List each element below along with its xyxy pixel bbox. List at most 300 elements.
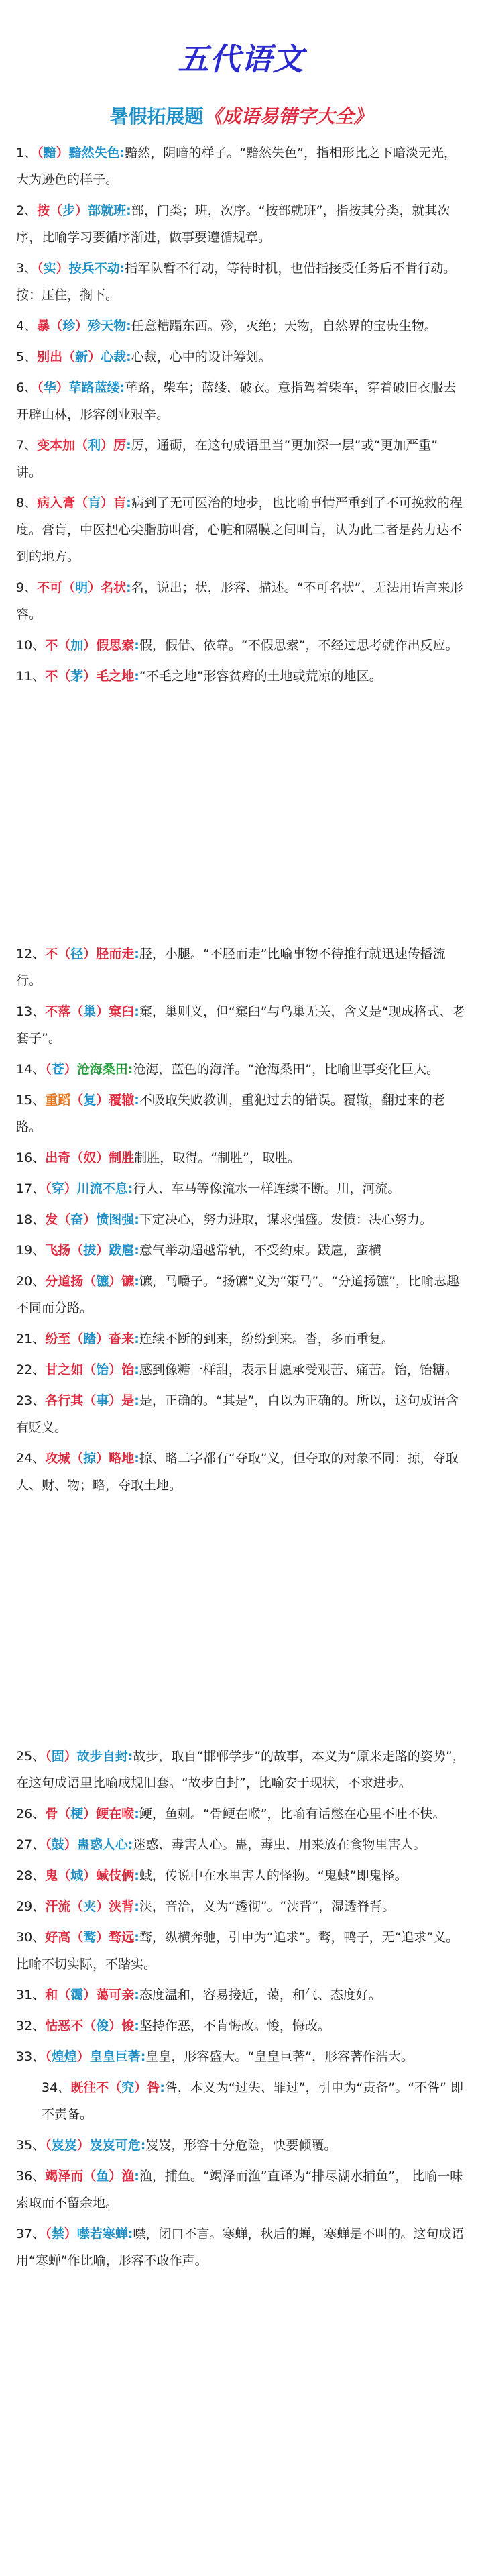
term-fragment: 禁 bbox=[51, 2226, 64, 2241]
term-fragment: ） bbox=[64, 2226, 77, 2241]
term-fragment: （ bbox=[45, 1062, 52, 1077]
idiom-entry bbox=[0, 1175, 482, 1202]
entry-number: 13、 bbox=[16, 1004, 46, 1019]
idiom-entry bbox=[0, 343, 482, 370]
entry-number: 29、 bbox=[16, 1899, 46, 1914]
term-fragment: : bbox=[134, 1930, 139, 1945]
term-fragment: ） bbox=[83, 1988, 97, 2002]
term-fragment: （ bbox=[58, 1868, 71, 1883]
term-fragment: ） bbox=[64, 1181, 77, 1196]
entry-definition: 行人、车马等像流水一样连续不断。川，河流。 bbox=[133, 1181, 401, 1196]
idiom-entry bbox=[0, 374, 482, 428]
entry-term bbox=[37, 261, 125, 276]
entry-number: 34、 bbox=[42, 2080, 71, 2095]
term-fragment: （ bbox=[75, 438, 88, 453]
term-fragment: : bbox=[127, 1181, 133, 1196]
entry-definition: 岌岌，形容十分危险，快要倾覆。 bbox=[145, 2138, 337, 2153]
entry-definition: 骛，纵横奔驰，引申为“追求”。鹜，鸭子，无“追求”义。比喻不切实际，不踏实。 bbox=[16, 1930, 459, 1972]
term-fragment: 心裁 bbox=[101, 350, 127, 364]
entry-term bbox=[45, 1181, 133, 1196]
entry-number: 4、 bbox=[16, 319, 38, 333]
term-fragment: 茅 bbox=[70, 669, 84, 684]
term-fragment: : bbox=[134, 669, 139, 684]
idiom-entry bbox=[0, 2043, 482, 2070]
term-fragment: 殄天物 bbox=[88, 319, 127, 333]
term-fragment: 鱼 bbox=[96, 2169, 109, 2184]
entry-term bbox=[45, 947, 139, 961]
subtitle-title: 《成语易错字大全》 bbox=[203, 105, 373, 127]
entry-number: 2、 bbox=[16, 203, 38, 218]
term-fragment: : bbox=[126, 319, 131, 333]
idiom-entry bbox=[0, 1445, 482, 1499]
entry-definition: 下定决心，努力进取，谋求强盛。发愤：决心努力。 bbox=[139, 1212, 432, 1227]
term-fragment: （ bbox=[83, 1274, 97, 1289]
term-fragment: : bbox=[140, 2049, 146, 2064]
term-fragment: 不 bbox=[45, 669, 58, 684]
entry-term bbox=[45, 1749, 133, 1764]
entry-term bbox=[45, 1332, 139, 1346]
entry-definition: 假，假借、依靠。“不假思索”，不经过思考就作出反应。 bbox=[139, 638, 459, 653]
term-fragment: 渔 bbox=[121, 2169, 135, 2184]
term-fragment: : bbox=[134, 1451, 139, 1466]
term-fragment: 是 bbox=[121, 1393, 135, 1408]
entry-term bbox=[45, 1362, 139, 1377]
entry-definition: 名，说出；状，形容、描述。“不可名状”，无法用语言来形容。 bbox=[16, 580, 463, 622]
term-fragment: （ bbox=[70, 1451, 84, 1466]
term-fragment: ） bbox=[76, 2138, 90, 2153]
entry-number: 6、 bbox=[16, 380, 38, 395]
entry-number: 15、 bbox=[16, 1093, 46, 1108]
term-fragment: ） bbox=[64, 1837, 77, 1852]
term-fragment: （ bbox=[62, 580, 76, 595]
term-fragment: : bbox=[134, 1899, 139, 1914]
entry-term bbox=[37, 203, 131, 218]
term-fragment: ） bbox=[96, 1332, 109, 1346]
term-fragment: 复 bbox=[83, 1093, 97, 1108]
term-fragment: 肓 bbox=[113, 496, 127, 511]
term-fragment: ） bbox=[109, 1393, 122, 1408]
entry-definition: 故步，取自“邯郸学步”的故事，本义为“原来走路的姿势”，在这句成语里比喻成规旧套。“故步自封”，比喻安于现状，不求进步。 bbox=[16, 1749, 465, 1790]
entry-definition: 是，正确的。“其是”，自以为正确的。所以，这句成语含有贬义。 bbox=[16, 1393, 459, 1435]
idiom-entry bbox=[0, 2163, 482, 2216]
term-fragment: : bbox=[134, 1274, 139, 1289]
term-fragment: 毛之地 bbox=[96, 669, 135, 684]
term-fragment: 纷至 bbox=[45, 1332, 71, 1346]
idiom-entry bbox=[0, 1893, 482, 1920]
entry-term bbox=[45, 1868, 139, 1883]
idiom-entry bbox=[0, 490, 482, 570]
entry-term bbox=[45, 1062, 133, 1077]
term-fragment: 明 bbox=[75, 580, 88, 595]
term-fragment: : bbox=[127, 1837, 133, 1852]
entry-number: 31、 bbox=[16, 1988, 46, 2002]
entry-term bbox=[37, 580, 131, 595]
entry-number: 18、 bbox=[16, 1212, 46, 1227]
entry-block-1 bbox=[0, 140, 482, 694]
idiom-entry bbox=[0, 1801, 482, 1827]
idiom-entry bbox=[0, 1831, 482, 1858]
entry-term bbox=[45, 1150, 134, 1165]
term-fragment: 穿 bbox=[51, 1181, 64, 1196]
term-fragment: 珍 bbox=[62, 319, 76, 333]
term-fragment: 鼓 bbox=[51, 1837, 64, 1852]
entry-definition: 迷惑、毒害人心。蛊，毒虫，用来放在食物里害人。 bbox=[133, 1837, 426, 1852]
term-fragment: 厉 bbox=[113, 438, 127, 453]
term-fragment: （ bbox=[50, 203, 63, 218]
term-fragment: : bbox=[134, 1093, 139, 1108]
term-fragment: 荜路蓝缕 bbox=[68, 380, 120, 395]
term-fragment: （ bbox=[70, 1243, 84, 1258]
term-fragment: 按 bbox=[37, 203, 50, 218]
entry-number: 23、 bbox=[16, 1393, 46, 1408]
entry-term bbox=[37, 319, 131, 333]
entry-definition: 皇皇，形容盛大。“皇皇巨著”，形容著作浩大。 bbox=[145, 2049, 414, 2064]
idiom-entry bbox=[0, 2220, 482, 2274]
entry-number: 8、 bbox=[16, 496, 38, 511]
entry-term bbox=[45, 1899, 139, 1914]
entry-term bbox=[45, 1988, 139, 2002]
term-fragment: 岌岌 bbox=[51, 2138, 77, 2153]
term-fragment: 鹜 bbox=[83, 1930, 97, 1945]
term-fragment: : bbox=[119, 146, 125, 160]
term-fragment: （ bbox=[45, 1181, 52, 1196]
term-fragment: 变本加 bbox=[37, 438, 76, 453]
entry-definition: 连续不断的到来，纷纷到来。沓，多而重复。 bbox=[139, 1332, 394, 1346]
term-fragment: （ bbox=[58, 638, 71, 653]
idiom-entry bbox=[0, 1743, 482, 1796]
entry-number: 22、 bbox=[16, 1362, 46, 1377]
term-fragment: 竭泽而 bbox=[45, 2169, 84, 2184]
term-fragment: ） bbox=[96, 1930, 109, 1945]
term-fragment: : bbox=[126, 580, 131, 595]
term-fragment: ） bbox=[96, 1451, 109, 1466]
entry-block-2 bbox=[0, 941, 482, 1503]
term-fragment: ） bbox=[96, 1093, 109, 1108]
entry-definition: 掠、略二字都有“夺取”义，但夺取的对象不同：掠，夺取人、财、物；略，夺取土地。 bbox=[16, 1451, 459, 1493]
term-fragment: 暴 bbox=[37, 319, 50, 333]
term-fragment: 苍 bbox=[51, 1062, 64, 1077]
term-fragment: ） bbox=[83, 669, 97, 684]
entry-term bbox=[45, 638, 139, 653]
entry-number: 14、 bbox=[16, 1062, 46, 1077]
entry-number: 16、 bbox=[16, 1150, 46, 1165]
term-fragment: 黯 bbox=[43, 146, 56, 160]
term-fragment: : bbox=[127, 1749, 133, 1764]
term-fragment: 浃背 bbox=[109, 1899, 135, 1914]
entry-number: 36、 bbox=[16, 2169, 46, 2184]
term-fragment: 骛远 bbox=[109, 1930, 135, 1945]
term-fragment: ） bbox=[109, 1362, 122, 1377]
term-fragment: 攻城 bbox=[45, 1451, 71, 1466]
entry-term bbox=[37, 496, 131, 511]
term-fragment: 巢 bbox=[83, 1004, 97, 1019]
term-fragment: 利 bbox=[88, 438, 101, 453]
idiom-entry bbox=[0, 432, 482, 486]
entry-number: 10、 bbox=[16, 638, 46, 653]
term-fragment: 不可 bbox=[37, 580, 63, 595]
term-fragment: 略地 bbox=[109, 1451, 135, 1466]
term-fragment: （ bbox=[62, 350, 76, 364]
entry-definition: 厉，通砺，在这句成语里当“更加深一层”或“更加严重” 讲。 bbox=[16, 438, 438, 480]
term-fragment: （ bbox=[58, 947, 71, 961]
term-fragment: 蜮伎俩 bbox=[96, 1868, 135, 1883]
entry-term bbox=[45, 2226, 133, 2241]
entry-term bbox=[37, 146, 125, 160]
term-fragment: ） bbox=[64, 1749, 77, 1764]
term-fragment: ） bbox=[83, 1807, 97, 1821]
entry-definition: 蜮，传说中在水里害人的怪物。“鬼蜮”即鬼怪。 bbox=[139, 1868, 408, 1883]
term-fragment: 部就班 bbox=[88, 203, 127, 218]
term-fragment: （ bbox=[83, 1393, 97, 1408]
entry-term bbox=[45, 1004, 139, 1019]
term-fragment: 镳 bbox=[121, 1274, 135, 1289]
entry-term bbox=[45, 2019, 139, 2033]
term-fragment: ） bbox=[96, 1899, 109, 1914]
idiom-entry bbox=[0, 255, 482, 309]
term-fragment: （ bbox=[37, 261, 44, 276]
entry-term bbox=[45, 2049, 145, 2064]
term-fragment: : bbox=[134, 1868, 139, 1883]
term-fragment: ） bbox=[88, 580, 101, 595]
term-fragment: 固 bbox=[51, 1749, 64, 1764]
term-fragment: 径 bbox=[70, 947, 84, 961]
term-fragment: 煌煌 bbox=[51, 2049, 77, 2064]
term-fragment: （ bbox=[45, 2226, 52, 2241]
entry-definition: 镳，马嚼子。“扬镳”义为“策马”。“分道扬镳”，比喻志趣不同而分路。 bbox=[16, 1274, 459, 1316]
entry-number: 25、 bbox=[16, 1749, 46, 1764]
term-fragment: : bbox=[119, 261, 125, 276]
term-fragment: （ bbox=[83, 1362, 97, 1377]
term-fragment: 拔 bbox=[83, 1243, 97, 1258]
entry-definition: 意气举动超越常轨，不受约束。跋扈，蛮横 bbox=[139, 1243, 381, 1258]
entry-term bbox=[45, 1274, 139, 1289]
term-fragment: 究 bbox=[121, 2080, 135, 2095]
term-fragment: : bbox=[126, 203, 131, 218]
term-fragment: 别出 bbox=[37, 350, 63, 364]
entry-number: 33、 bbox=[16, 2049, 46, 2064]
entry-definition: 胫，小腿。“不胫而走”比喻事物不待推行就迅速传播流行。 bbox=[16, 947, 446, 988]
term-fragment: 事 bbox=[96, 1393, 109, 1408]
term-fragment: : bbox=[134, 1004, 139, 1019]
term-fragment: 出奇（奴）制胜 bbox=[45, 1150, 135, 1165]
term-fragment: 分道扬 bbox=[45, 1274, 84, 1289]
idiom-entry bbox=[0, 1924, 482, 1978]
term-fragment: （ bbox=[45, 2138, 52, 2153]
entry-number: 26、 bbox=[16, 1807, 46, 1821]
term-fragment: 蔼可亲 bbox=[96, 1988, 135, 2002]
page-title bbox=[0, 102, 482, 129]
entry-definition: 窠，巢则义，但“窠臼”与鸟巢无关，含义是“现成格式、老套子”。 bbox=[16, 1004, 465, 1046]
term-fragment: 既往不 bbox=[70, 2080, 109, 2095]
term-fragment: （ bbox=[45, 2049, 52, 2064]
entry-definition: 任意糟蹋东西。殄，灭绝；天物，自然界的宝贵生物。 bbox=[131, 319, 437, 333]
term-fragment: 假思索 bbox=[96, 638, 135, 653]
entry-definition: 噤，闭口不言。寒蝉，秋后的蝉，寒蝉是不叫的。这句成语用“寒蝉”作比喻，形容不敢作声。 bbox=[16, 2226, 465, 2268]
term-fragment: ） bbox=[75, 319, 88, 333]
idiom-entry bbox=[0, 313, 482, 339]
term-fragment: : bbox=[119, 380, 125, 395]
entry-number: 17、 bbox=[16, 1181, 46, 1196]
term-fragment: 华 bbox=[43, 380, 56, 395]
term-fragment: 飞扬 bbox=[45, 1243, 71, 1258]
entry-number: 11、 bbox=[16, 669, 46, 684]
term-fragment: ） bbox=[83, 1212, 97, 1227]
term-fragment: ） bbox=[56, 380, 69, 395]
idiom-entry bbox=[0, 574, 482, 628]
idiom-entry bbox=[0, 2132, 482, 2159]
idiom-entry bbox=[0, 1206, 482, 1233]
term-fragment: : bbox=[134, 2019, 139, 2033]
term-fragment: 骨（ bbox=[45, 1807, 71, 1821]
term-fragment: : bbox=[134, 947, 139, 961]
term-fragment: : bbox=[134, 1332, 139, 1346]
entry-number: 35、 bbox=[16, 2138, 46, 2153]
term-fragment: （ bbox=[58, 669, 71, 684]
term-fragment: （ bbox=[70, 1004, 84, 1019]
term-fragment: 好高 bbox=[45, 1930, 71, 1945]
term-fragment: 霭 bbox=[70, 1988, 84, 2002]
term-fragment: 故步自封 bbox=[76, 1749, 128, 1764]
entry-number: 30、 bbox=[16, 1930, 46, 1945]
term-fragment: （ bbox=[50, 319, 63, 333]
term-fragment: : bbox=[126, 350, 131, 364]
entry-term bbox=[37, 380, 125, 395]
entry-term bbox=[45, 1393, 139, 1408]
entry-definition: “不毛之地”形容贫瘠的土地或荒凉的地区。 bbox=[139, 669, 382, 684]
term-fragment: ） bbox=[88, 350, 101, 364]
idiom-entry bbox=[0, 2074, 482, 2128]
entry-term bbox=[70, 2080, 165, 2095]
term-fragment: 域 bbox=[70, 1868, 84, 1883]
entry-number: 20、 bbox=[16, 1274, 46, 1289]
entry-number: 24、 bbox=[16, 1451, 46, 1466]
term-fragment: 肓 bbox=[88, 496, 101, 511]
term-fragment: 实 bbox=[43, 261, 56, 276]
term-fragment: 重蹈 bbox=[45, 1093, 71, 1108]
entry-definition: 荜路，柴车；蓝缕，破衣。意指驾着柴车，穿着破旧衣服去开辟山林，形容创业艰辛。 bbox=[16, 380, 457, 422]
term-fragment: 跋扈 bbox=[109, 1243, 135, 1258]
term-fragment: ） bbox=[64, 1062, 77, 1077]
term-fragment: 镳 bbox=[96, 1274, 109, 1289]
term-fragment: （ bbox=[83, 2019, 97, 2033]
idiom-entry bbox=[0, 1237, 482, 1264]
term-fragment: 岌岌可危 bbox=[89, 2138, 141, 2153]
entry-definition: 咎，本义为“过失、罪过”，引申为“责备”。“不咎” 即不责备。 bbox=[42, 2080, 463, 2122]
term-fragment: : bbox=[160, 2080, 165, 2095]
entry-term bbox=[45, 1093, 139, 1108]
term-fragment: 加 bbox=[70, 638, 84, 653]
entry-number: 37、 bbox=[16, 2226, 46, 2241]
term-fragment: 梗 bbox=[70, 1807, 84, 1821]
entry-number: 7、 bbox=[16, 438, 38, 453]
entry-number: 12、 bbox=[16, 947, 46, 961]
term-fragment: ） bbox=[75, 203, 88, 218]
term-fragment: ） bbox=[109, 1274, 122, 1289]
term-fragment: （ bbox=[37, 146, 44, 160]
entry-definition: 制胜，取得。“制胜”，取胜。 bbox=[134, 1150, 300, 1165]
entry-definition: 感到像糖一样甜，表示甘愿承受艰苦、痛苦。饴，饴糖。 bbox=[139, 1362, 458, 1377]
entry-term bbox=[45, 1837, 133, 1852]
term-fragment: （ bbox=[37, 380, 44, 395]
term-fragment: （ bbox=[70, 1899, 84, 1914]
entry-term bbox=[45, 2169, 139, 2184]
term-fragment: ） bbox=[109, 2019, 122, 2033]
entry-definition: 态度温和，容易接近，蔼，和气、态度好。 bbox=[139, 1988, 381, 2002]
idiom-entry bbox=[0, 1056, 482, 1083]
idiom-entry bbox=[0, 998, 482, 1052]
term-fragment: 各行其 bbox=[45, 1393, 84, 1408]
entry-definition: 黯然，阴暗的样子。“黯然失色”，指相形比之下暗淡无光，大为逊色的样子。 bbox=[16, 146, 457, 187]
term-fragment: ） bbox=[134, 2080, 147, 2095]
entry-definition: 鲠，鱼刺。“骨鲠在喉”，比喻有话憋在心里不吐不快。 bbox=[139, 1807, 446, 1821]
term-fragment: （ bbox=[109, 2080, 122, 2095]
term-fragment: ） bbox=[101, 438, 114, 453]
idiom-entry bbox=[0, 197, 482, 251]
entry-term bbox=[45, 1451, 139, 1466]
entry-number: 21、 bbox=[16, 1332, 46, 1346]
idiom-entry bbox=[0, 1982, 482, 2008]
term-fragment: 悛 bbox=[121, 2019, 135, 2033]
term-fragment: : bbox=[127, 2226, 133, 2241]
term-fragment: 鬼 bbox=[45, 1868, 58, 1883]
entry-number: 3、 bbox=[16, 261, 38, 276]
term-fragment: （ bbox=[45, 1749, 52, 1764]
term-fragment: : bbox=[134, 638, 139, 653]
entry-term bbox=[45, 1930, 139, 1945]
term-fragment: : bbox=[134, 1212, 139, 1227]
term-fragment: : bbox=[134, 2169, 139, 2184]
term-fragment: ） bbox=[56, 261, 69, 276]
idiom-entry bbox=[0, 941, 482, 994]
term-fragment: 噤若寒蝉 bbox=[76, 2226, 128, 2241]
term-fragment: 覆辙 bbox=[109, 1093, 135, 1108]
term-fragment: 沧海桑田 bbox=[76, 1062, 128, 1077]
term-fragment: : bbox=[127, 1062, 133, 1077]
term-fragment: 川流不息 bbox=[76, 1181, 128, 1196]
entry-number: 28、 bbox=[16, 1868, 46, 1883]
term-fragment: （ bbox=[83, 2169, 97, 2184]
entry-definition: 病到了无可医治的地步，也比喻事情严重到了不可挽救的程度。膏肓，中医把心尖脂肪叫膏，心脏和隔膜之间叫肓，认为此二者是药力达不到的地方。 bbox=[16, 496, 463, 564]
term-fragment: 奋 bbox=[70, 1212, 84, 1227]
entry-definition: 部，门类；班，次序。“按部就班”，指按其分类，就其次序，比喻学习要循序渐进，做事要遵循规章。 bbox=[16, 203, 450, 245]
entry-number: 32、 bbox=[16, 2019, 46, 2033]
idiom-entry bbox=[0, 1326, 482, 1352]
entry-term bbox=[45, 1212, 139, 1227]
term-fragment: ） bbox=[83, 947, 97, 961]
entry-number: 9、 bbox=[16, 580, 38, 595]
term-fragment: （ bbox=[75, 496, 88, 511]
term-fragment: ） bbox=[109, 2169, 122, 2184]
term-fragment: : bbox=[134, 1243, 139, 1258]
idiom-entry bbox=[0, 1087, 482, 1140]
term-fragment: ） bbox=[76, 2049, 90, 2064]
term-fragment: 按兵不动 bbox=[68, 261, 120, 276]
term-fragment: 蛊惑人心 bbox=[76, 1837, 128, 1852]
term-fragment: 不落 bbox=[45, 1004, 71, 1019]
term-fragment: 愤图强 bbox=[96, 1212, 135, 1227]
term-fragment: ） bbox=[83, 638, 97, 653]
term-fragment: （ bbox=[70, 1332, 84, 1346]
entry-definition: 渔，捕鱼。“竭泽而渔”直译为“排尽湖水捕鱼”， 比喻一味索取而不留余地。 bbox=[16, 2169, 463, 2210]
idiom-entry bbox=[0, 1144, 482, 1171]
idiom-entry bbox=[0, 1268, 482, 1322]
term-fragment: : bbox=[134, 1393, 139, 1408]
entry-block-3 bbox=[0, 1743, 482, 2278]
term-fragment: 不 bbox=[45, 638, 58, 653]
term-fragment: : bbox=[126, 438, 131, 453]
entry-term bbox=[45, 2138, 145, 2153]
idiom-entry bbox=[0, 2012, 482, 2039]
